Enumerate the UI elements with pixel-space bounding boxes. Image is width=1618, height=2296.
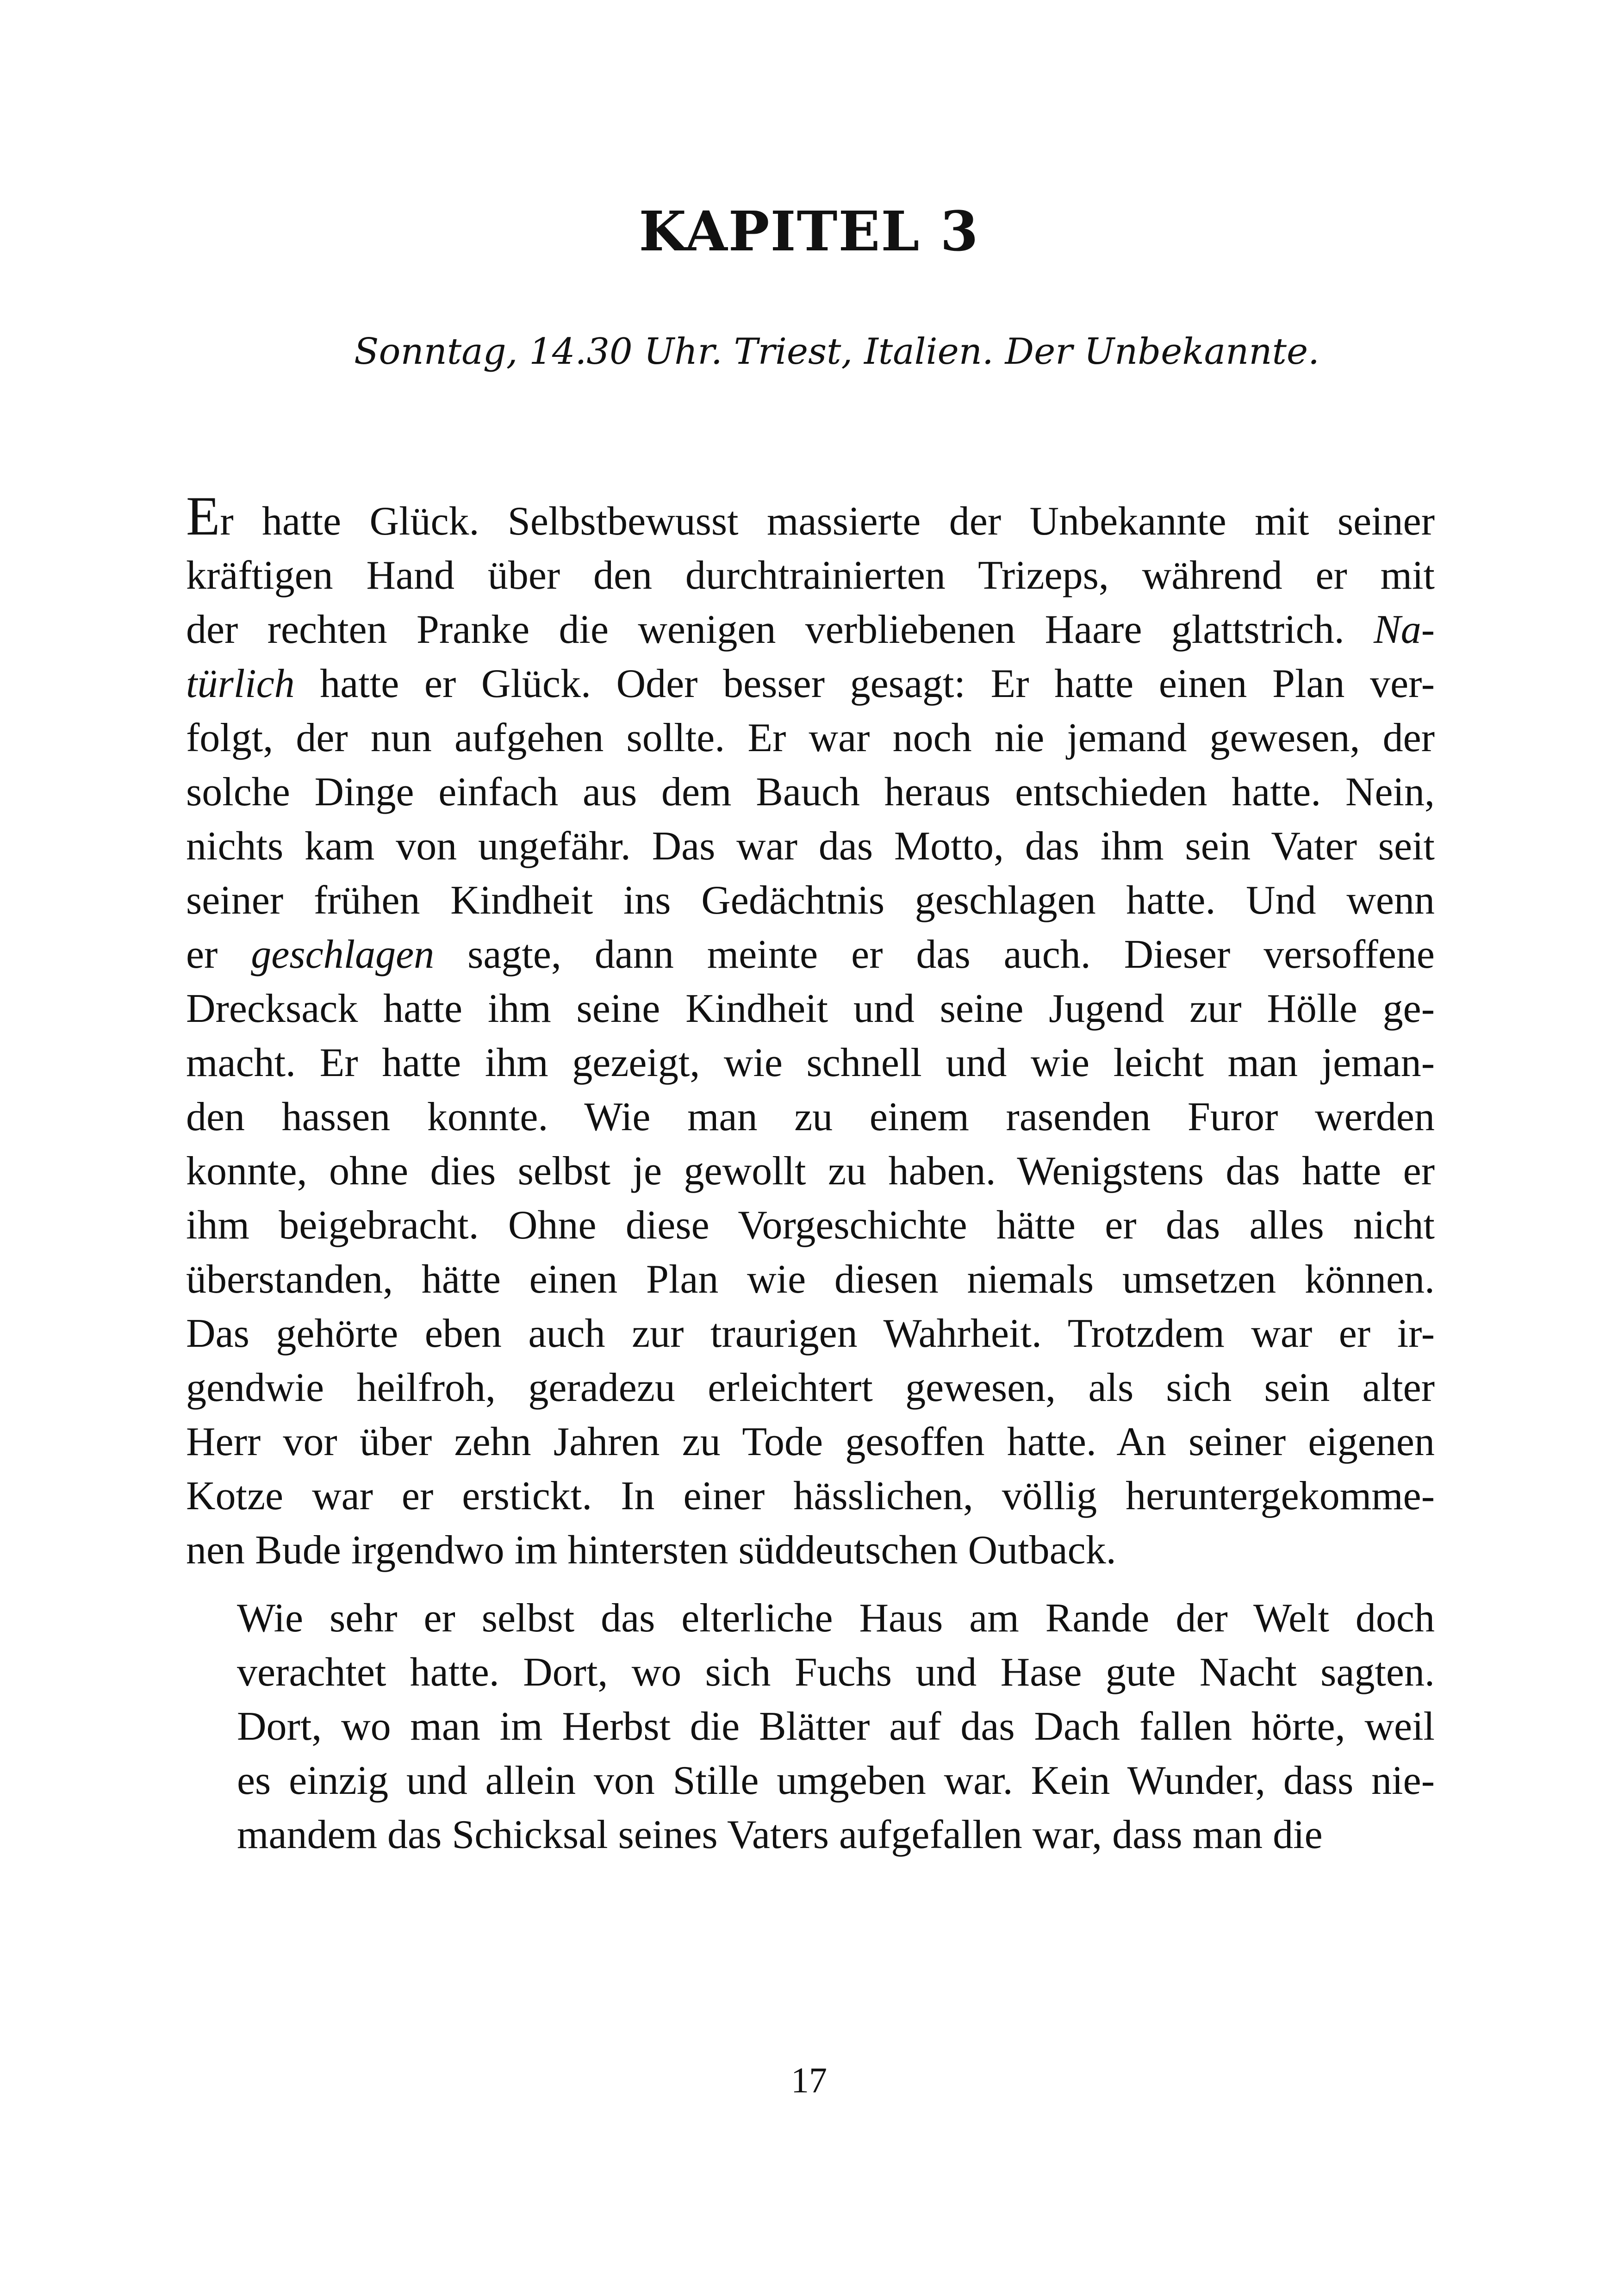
text-line: verachtet hatte. Dort, wo sich Fuchs und Hase gute Nacht sagten. [237, 1650, 1435, 1695]
text-line: türlich hatte er Glück. Oder besser gesagt: Er hatte einen Plan ver- [186, 661, 1435, 706]
chapter-subtitle: Sonntag, 14.30 Uhr. Triest, Italien. Der Unbekannte. [354, 331, 1319, 373]
text-line: es einzig und allein von Stille umgeben war. Kein Wunder, dass nie- [237, 1758, 1435, 1803]
emphasis-text: Na- [1374, 607, 1435, 652]
text-line: solche Dinge einfach aus dem Bauch heraus entschieden hatte. Nein, [186, 770, 1435, 815]
paragraph-2 [186, 1591, 1435, 1862]
text-line: folgt, der nun aufgehen sollte. Er war noch nie jemand gewesen, der [186, 716, 1435, 760]
text-line: der rechten Pranke die wenigen verbliebenen Haare glattstrich. Na- [186, 607, 1435, 652]
chapter-title: KAPITEL 3 [639, 199, 979, 263]
emphasis-text: geschlagen [251, 932, 435, 977]
text-line: Dort, wo man im Herbst die Blätter auf das Dach fallen hörte, weil [237, 1704, 1435, 1749]
text-line: macht. Er hatte ihm gezeigt, wie schnell und wie leicht man jeman- [186, 1040, 1435, 1085]
body-text [186, 485, 1435, 1862]
text-line: Das gehörte eben auch zur traurigen Wahrheit. Trotzdem war er ir- [186, 1311, 1435, 1356]
text-line: überstanden, hätte einen Plan wie diesen niemals umsetzen können. [186, 1257, 1435, 1302]
text-line: er geschlagen sagte, dann meinte er das auch. Dieser versoffene [186, 932, 1435, 977]
text-line: gendwie heilfroh, geradezu erleichtert gewesen, als sich sein alter [186, 1365, 1435, 1410]
text-line: mandem das Schicksal seines Vaters aufgefallen war, dass man die [237, 1812, 1323, 1857]
text-line: Wie sehr er selbst das elterliche Haus am Rande der Welt doch [237, 1596, 1435, 1641]
text-line: Herr vor über zehn Jahren zu Tode gesoffen hatte. An seiner eigenen [186, 1419, 1435, 1464]
drop-cap: E [186, 485, 220, 547]
text-line: ihm beigebracht. Ohne diese Vorgeschichte hätte er das alles nicht [186, 1203, 1435, 1248]
text-line: kräftigen Hand über den durchtrainierten Trizeps, während er mit [186, 553, 1435, 598]
text-line: seiner frühen Kindheit ins Gedächtnis geschlagen hatte. Und wenn [186, 878, 1435, 923]
text-line: nichts kam von ungefähr. Das war das Motto, das ihm sein Vater seit [186, 824, 1435, 869]
text-line: Kotze war er erstickt. In einer hässlichen, völlig heruntergekomme- [186, 1474, 1435, 1518]
text-line: nen Bude irgendwo im hintersten süddeutschen Outback. [186, 1528, 1116, 1573]
text-line: den hassen konnte. Wie man zu einem rasenden Furor werden [186, 1095, 1435, 1139]
paragraph-1 [186, 485, 1435, 1577]
page-number: 17 [791, 2060, 827, 2100]
emphasis-text: türlich [186, 661, 295, 706]
text-line: konnte, ohne dies selbst je gewollt zu haben. Wenigstens das hatte er [186, 1149, 1435, 1194]
text-line: Er hatte Glück. Selbstbewusst massierte der Unbekannte mit seiner [186, 485, 1435, 547]
text-line: Drecksack hatte ihm seine Kindheit und seine Jugend zur Hölle ge- [186, 986, 1435, 1031]
